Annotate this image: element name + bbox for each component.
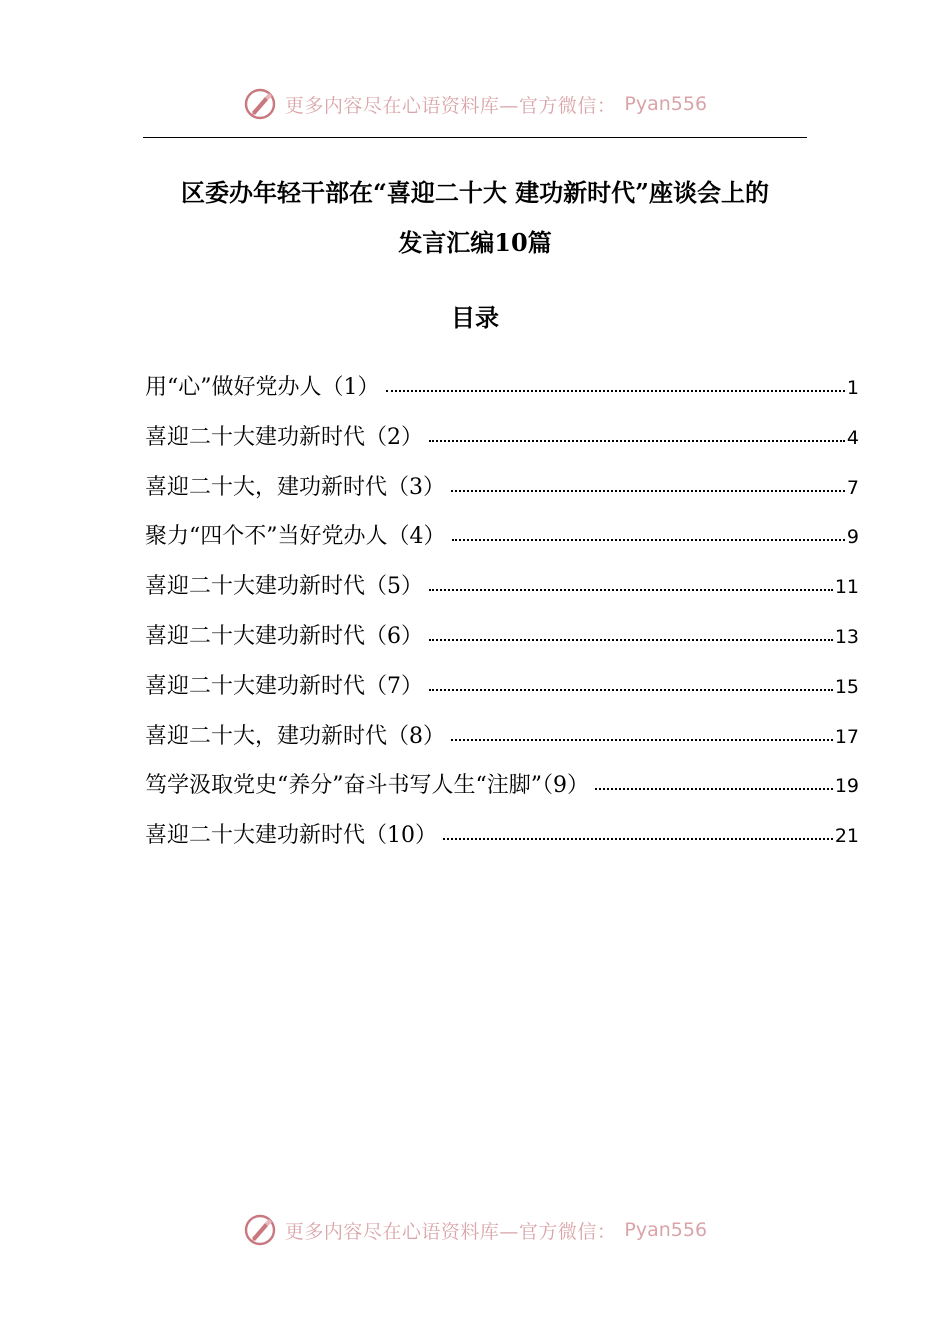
toc-heading: 目录	[451, 303, 499, 332]
toc-entry-page: 19	[834, 775, 859, 798]
document-title	[100, 168, 850, 268]
toc-entry-label: 喜迎二十大，建功新时代（8）	[145, 723, 445, 749]
toc-dot-leader	[451, 490, 845, 492]
toc-dot-leader	[451, 739, 833, 741]
toc-dot-leader	[452, 539, 845, 541]
toc-entry-page: 7	[846, 476, 859, 499]
toc-dot-leader	[595, 788, 833, 790]
toc-entry-page: 9	[846, 526, 859, 549]
toc-dot-leader	[386, 390, 845, 392]
toc-entry-label: 喜迎二十大建功新时代（5）	[145, 574, 423, 600]
toc-entry[interactable]	[145, 420, 859, 470]
toc-entry-page: 4	[846, 426, 859, 449]
pen-logo-icon	[243, 1213, 277, 1247]
table-of-contents	[145, 370, 859, 868]
toc-dot-leader	[429, 689, 833, 691]
toc-entry[interactable]	[145, 719, 859, 769]
toc-entry[interactable]	[145, 569, 859, 619]
toc-entry-label: 喜迎二十大建功新时代（2）	[145, 424, 423, 450]
toc-entry-label: 喜迎二十大建功新时代（7）	[145, 673, 423, 699]
toc-entry-label: 喜迎二十大建功新时代（10）	[145, 823, 437, 849]
watermark-wechat-id: Pyan556	[624, 1219, 708, 1241]
toc-entry[interactable]	[145, 370, 859, 420]
toc-entry[interactable]	[145, 519, 859, 569]
toc-dot-leader	[443, 838, 833, 840]
title-line-2: 发言汇编10篇	[398, 228, 552, 257]
toc-entry-label: 聚力“四个不”当好党办人（4）	[145, 524, 446, 550]
toc-entry-page: 11	[834, 576, 859, 599]
toc-entry-label: 喜迎二十大建功新时代（6）	[145, 623, 423, 649]
watermark-wechat-id: Pyan556	[624, 93, 708, 115]
toc-entry[interactable]	[145, 619, 859, 669]
toc-dot-leader	[429, 440, 845, 442]
toc-entry-page: 13	[834, 625, 859, 648]
watermark-footer	[0, 1210, 950, 1250]
toc-entry-page: 15	[834, 675, 859, 698]
toc-entry-page: 21	[834, 825, 859, 848]
header-rule	[143, 137, 807, 138]
title-line-1: 区委办年轻干部在“喜迎二十大 建功新时代”座谈会上的	[181, 178, 769, 207]
toc-entry-page: 17	[834, 725, 859, 748]
pen-logo-icon	[243, 87, 277, 121]
toc-dot-leader	[429, 589, 833, 591]
toc-entry[interactable]	[145, 818, 859, 868]
toc-entry[interactable]	[145, 470, 859, 520]
toc-entry-label: 用“心”做好党办人（1）	[145, 375, 380, 400]
watermark-text: 更多内容尽在心语资料库—官方微信：	[284, 1220, 617, 1243]
toc-entry-label: 喜迎二十大，建功新时代（3）	[145, 474, 445, 500]
toc-entry-page: 1	[846, 377, 859, 399]
watermark-header	[0, 84, 950, 124]
watermark-text: 更多内容尽在心语资料库—官方微信：	[284, 94, 617, 117]
toc-dot-leader	[429, 639, 833, 641]
toc-entry[interactable]	[145, 669, 859, 719]
toc-entry-label: 笃学汲取党史“养分”奋斗书写人生“注脚”（9）	[145, 773, 589, 799]
toc-entry[interactable]	[145, 768, 859, 818]
